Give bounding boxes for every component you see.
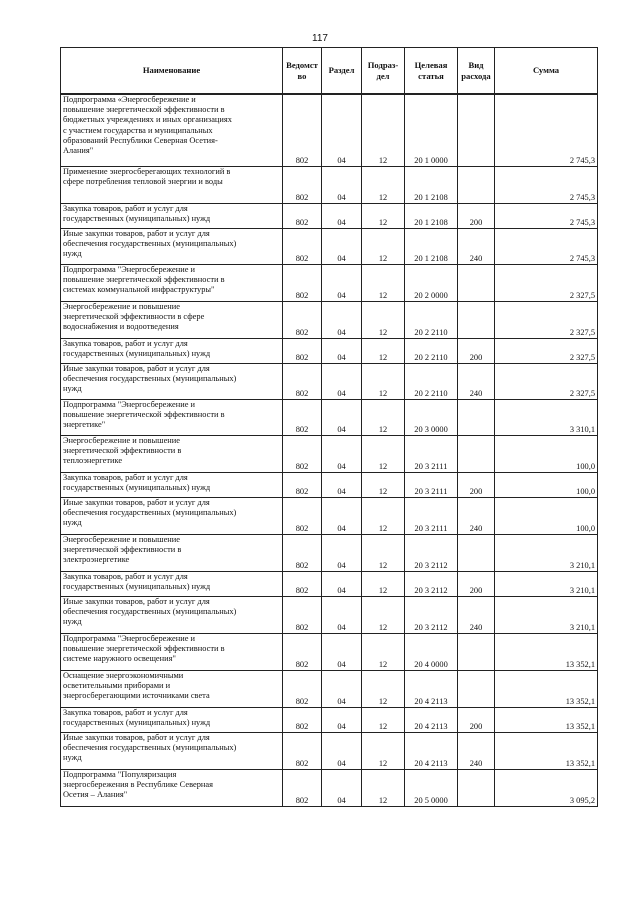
cell-expense: 240 xyxy=(458,732,495,769)
cell-dept: 802 xyxy=(283,338,322,363)
cell-expense xyxy=(458,769,495,806)
cell-section: 04 xyxy=(322,228,362,264)
cell-expense: 200 xyxy=(458,203,495,228)
cell-sum: 2 327,5 xyxy=(495,264,598,301)
cell-target: 20 4 2113 xyxy=(405,670,458,707)
cell-dept: 802 xyxy=(283,497,322,534)
cell-dept: 802 xyxy=(283,264,322,301)
cell-dept: 802 xyxy=(283,472,322,497)
table-row xyxy=(61,670,598,707)
cell-name: Подпрограмма "Энергосбережение и повышение энергетической эффективности в системах коммунальной инфраструктуры" xyxy=(61,264,283,301)
cell-section: 04 xyxy=(322,596,362,633)
cell-name: Закупка товаров, работ и услуг для государственных (муниципальных) нужд xyxy=(61,571,283,596)
cell-sum: 3 210,1 xyxy=(495,596,598,633)
cell-subsection: 12 xyxy=(362,435,405,472)
cell-sum: 100,0 xyxy=(495,472,598,497)
cell-sum: 13 352,1 xyxy=(495,670,598,707)
cell-target: 20 3 2111 xyxy=(405,472,458,497)
cell-target: 20 3 2111 xyxy=(405,435,458,472)
table-row xyxy=(61,707,598,732)
cell-name: Подпрограмма "Популяризация энергосбережения в Республике Северная Осетия – Алания" xyxy=(61,769,283,806)
cell-subsection: 12 xyxy=(362,472,405,497)
cell-sum: 3 210,1 xyxy=(495,534,598,571)
cell-expense xyxy=(458,264,495,301)
header-expense: Вид расхода xyxy=(458,48,495,95)
cell-expense: 240 xyxy=(458,596,495,633)
cell-expense xyxy=(458,670,495,707)
cell-dept: 802 xyxy=(283,732,322,769)
table-row xyxy=(61,596,598,633)
cell-subsection: 12 xyxy=(362,399,405,435)
cell-section: 04 xyxy=(322,399,362,435)
table-row xyxy=(61,301,598,338)
table-row xyxy=(61,264,598,301)
cell-name: Иные закупки товаров, работ и услуг для обеспечения государственных (муниципальных) нужд xyxy=(61,363,283,399)
cell-section: 04 xyxy=(322,363,362,399)
cell-section: 04 xyxy=(322,732,362,769)
cell-target: 20 1 2108 xyxy=(405,166,458,203)
cell-subsection: 12 xyxy=(362,264,405,301)
cell-subsection: 12 xyxy=(362,633,405,670)
cell-target: 20 1 2108 xyxy=(405,228,458,264)
cell-dept: 802 xyxy=(283,203,322,228)
budget-table xyxy=(60,47,598,807)
cell-expense xyxy=(458,633,495,670)
cell-section: 04 xyxy=(322,435,362,472)
cell-subsection: 12 xyxy=(362,670,405,707)
cell-section: 04 xyxy=(322,94,362,166)
cell-sum: 100,0 xyxy=(495,435,598,472)
cell-target: 20 4 0000 xyxy=(405,633,458,670)
cell-name: Закупка товаров, работ и услуг для государственных (муниципальных) нужд xyxy=(61,203,283,228)
cell-subsection: 12 xyxy=(362,166,405,203)
table-row xyxy=(61,534,598,571)
cell-target: 20 2 2110 xyxy=(405,301,458,338)
cell-name: Закупка товаров, работ и услуг для государственных (муниципальных) нужд xyxy=(61,707,283,732)
cell-sum: 2 327,5 xyxy=(495,363,598,399)
cell-section: 04 xyxy=(322,264,362,301)
header-target: Целевая статья xyxy=(405,48,458,95)
cell-target: 20 2 2110 xyxy=(405,338,458,363)
header-row xyxy=(61,48,598,95)
header-subsection: Подраз- дел xyxy=(362,48,405,95)
cell-subsection: 12 xyxy=(362,596,405,633)
cell-section: 04 xyxy=(322,166,362,203)
cell-target: 20 3 0000 xyxy=(405,399,458,435)
cell-subsection: 12 xyxy=(362,94,405,166)
table-row xyxy=(61,732,598,769)
cell-sum: 13 352,1 xyxy=(495,707,598,732)
table-row xyxy=(61,203,598,228)
cell-section: 04 xyxy=(322,203,362,228)
cell-dept: 802 xyxy=(283,707,322,732)
cell-section: 04 xyxy=(322,338,362,363)
cell-sum: 13 352,1 xyxy=(495,633,598,670)
cell-subsection: 12 xyxy=(362,769,405,806)
table-row xyxy=(61,472,598,497)
cell-target: 20 4 2113 xyxy=(405,732,458,769)
cell-target: 20 3 2112 xyxy=(405,596,458,633)
cell-dept: 802 xyxy=(283,769,322,806)
cell-dept: 802 xyxy=(283,166,322,203)
cell-subsection: 12 xyxy=(362,363,405,399)
cell-target: 20 2 2110 xyxy=(405,363,458,399)
table-row xyxy=(61,769,598,806)
cell-subsection: 12 xyxy=(362,707,405,732)
cell-expense: 200 xyxy=(458,338,495,363)
cell-name: Энергосбережение и повышение энергетической эффективности в электроэнергетике xyxy=(61,534,283,571)
page-number: 117 xyxy=(312,33,328,44)
cell-dept: 802 xyxy=(283,363,322,399)
cell-expense: 240 xyxy=(458,363,495,399)
cell-target: 20 1 0000 xyxy=(405,94,458,166)
cell-subsection: 12 xyxy=(362,203,405,228)
cell-name: Энергосбережение и повышение энергетической эффективности в сфере водоснабжения и водоотведения xyxy=(61,301,283,338)
cell-subsection: 12 xyxy=(362,534,405,571)
cell-name: Применение энергосберегающих технологий в сфере потребления тепловой энергии и воды xyxy=(61,166,283,203)
cell-name: Подпрограмма "Энергосбережение и повышение энергетической эффективности в системе наружного освещения" xyxy=(61,633,283,670)
cell-name: Подпрограмма «Энергосбережение и повышение энергетической эффективности в бюджетных учреждениях и иных организациях с участием государства и муниципальных образований Республики Северная Осетия- Алания" xyxy=(61,94,283,166)
cell-dept: 802 xyxy=(283,534,322,571)
header-section: Раздел xyxy=(322,48,362,95)
cell-section: 04 xyxy=(322,571,362,596)
cell-section: 04 xyxy=(322,497,362,534)
cell-expense xyxy=(458,94,495,166)
cell-sum: 2 745,3 xyxy=(495,228,598,264)
cell-name: Подпрограмма "Энергосбережение и повышение энергетической эффективности в энергетике" xyxy=(61,399,283,435)
table-row xyxy=(61,166,598,203)
cell-section: 04 xyxy=(322,301,362,338)
cell-expense: 200 xyxy=(458,571,495,596)
cell-target: 20 2 0000 xyxy=(405,264,458,301)
header-sum: Сумма xyxy=(495,48,598,95)
cell-subsection: 12 xyxy=(362,338,405,363)
cell-target: 20 3 2111 xyxy=(405,497,458,534)
cell-target: 20 1 2108 xyxy=(405,203,458,228)
table-row xyxy=(61,363,598,399)
cell-name: Закупка товаров, работ и услуг для государственных (муниципальных) нужд xyxy=(61,338,283,363)
table-row xyxy=(61,94,598,166)
cell-dept: 802 xyxy=(283,596,322,633)
cell-target: 20 5 0000 xyxy=(405,769,458,806)
cell-expense xyxy=(458,301,495,338)
header-name: Наименование xyxy=(61,48,283,95)
cell-name: Иные закупки товаров, работ и услуг для обеспечения государственных (муниципальных) нужд xyxy=(61,596,283,633)
cell-dept: 802 xyxy=(283,301,322,338)
table-row xyxy=(61,571,598,596)
cell-section: 04 xyxy=(322,707,362,732)
cell-sum: 2 327,5 xyxy=(495,338,598,363)
cell-section: 04 xyxy=(322,472,362,497)
cell-subsection: 12 xyxy=(362,732,405,769)
cell-sum: 2 327,5 xyxy=(495,301,598,338)
cell-sum: 3 095,2 xyxy=(495,769,598,806)
table-row xyxy=(61,497,598,534)
cell-name: Иные закупки товаров, работ и услуг для обеспечения государственных (муниципальных) нужд xyxy=(61,228,283,264)
cell-name: Оснащение энергоэкономичными осветительными приборами и энергосберегающими источниками света xyxy=(61,670,283,707)
cell-expense xyxy=(458,534,495,571)
header-dept: Ведомст во xyxy=(283,48,322,95)
cell-dept: 802 xyxy=(283,94,322,166)
cell-expense xyxy=(458,435,495,472)
cell-expense: 240 xyxy=(458,497,495,534)
cell-expense: 200 xyxy=(458,707,495,732)
cell-expense xyxy=(458,399,495,435)
cell-dept: 802 xyxy=(283,435,322,472)
cell-dept: 802 xyxy=(283,633,322,670)
table-row xyxy=(61,399,598,435)
cell-name: Иные закупки товаров, работ и услуг для обеспечения государственных (муниципальных) нужд xyxy=(61,732,283,769)
cell-dept: 802 xyxy=(283,399,322,435)
cell-expense xyxy=(458,166,495,203)
cell-subsection: 12 xyxy=(362,571,405,596)
cell-expense: 240 xyxy=(458,228,495,264)
cell-target: 20 3 2112 xyxy=(405,534,458,571)
table-row xyxy=(61,435,598,472)
cell-subsection: 12 xyxy=(362,228,405,264)
cell-target: 20 3 2112 xyxy=(405,571,458,596)
cell-sum: 100,0 xyxy=(495,497,598,534)
cell-section: 04 xyxy=(322,670,362,707)
cell-sum: 2 745,3 xyxy=(495,166,598,203)
table-row xyxy=(61,228,598,264)
cell-name: Энергосбережение и повышение энергетической эффективности в теплоэнергетике xyxy=(61,435,283,472)
cell-name: Иные закупки товаров, работ и услуг для обеспечения государственных (муниципальных) нужд xyxy=(61,497,283,534)
cell-sum: 3 310,1 xyxy=(495,399,598,435)
cell-target: 20 4 2113 xyxy=(405,707,458,732)
table-row xyxy=(61,633,598,670)
cell-section: 04 xyxy=(322,534,362,571)
table-row xyxy=(61,338,598,363)
cell-sum: 2 745,3 xyxy=(495,94,598,166)
cell-name: Закупка товаров, работ и услуг для государственных (муниципальных) нужд xyxy=(61,472,283,497)
cell-dept: 802 xyxy=(283,571,322,596)
cell-expense: 200 xyxy=(458,472,495,497)
cell-section: 04 xyxy=(322,769,362,806)
cell-subsection: 12 xyxy=(362,497,405,534)
cell-sum: 2 745,3 xyxy=(495,203,598,228)
cell-section: 04 xyxy=(322,633,362,670)
cell-sum: 3 210,1 xyxy=(495,571,598,596)
cell-sum: 13 352,1 xyxy=(495,732,598,769)
cell-subsection: 12 xyxy=(362,301,405,338)
cell-dept: 802 xyxy=(283,670,322,707)
cell-dept: 802 xyxy=(283,228,322,264)
